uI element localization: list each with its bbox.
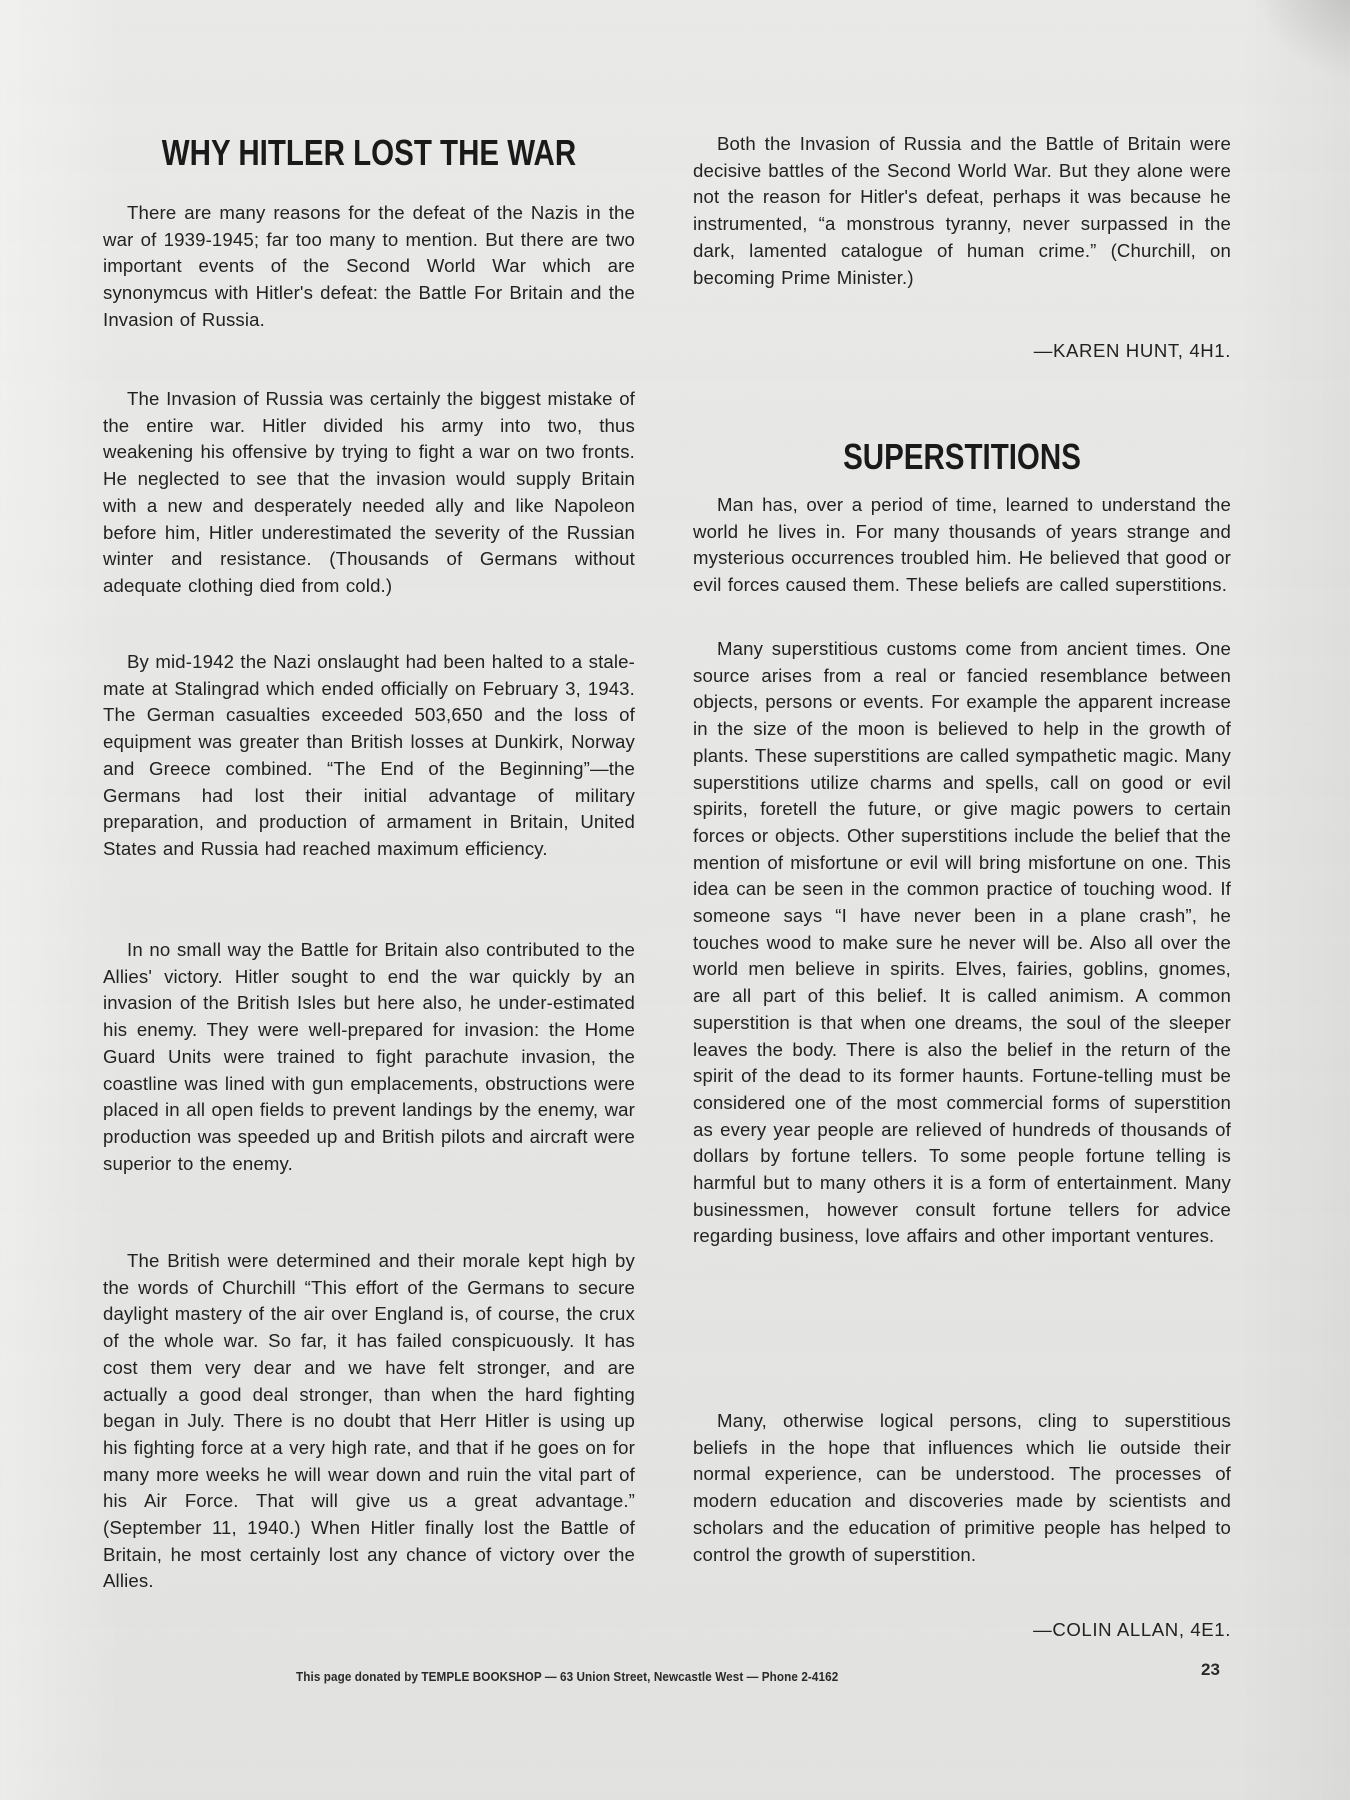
article-paragraph: The Invasion of Russia was certainly the biggest mistake of the entire war. Hitler divided his army into two, thus weakening his offensive by trying to fight a war on two fronts. He neglected to see that the invasion would supply Britain with a new and desperately needed ally and like Napoleon before him, Hitler underestimated the severity of the Russian winter and resistance. (Thousands of Germans without adequate clothing died from cold.): [103, 388, 635, 596]
article-paragraph: The British were determined and their morale kept high by the words of Churchill “This effort of the Germans to secure daylight mastery of the air over England is, of course, the crux of the whole war. So far, it has failed conspicuously. It has cost them very dear and we have felt stronger, and are actually a good deal stronger, than when the hard fighting began in July. There is no doubt that Herr Hitler is using up his fighting force at a very high rate, and that if he goes on for many more weeks he will wear down and ruin the vital part of his Air Force. That will give us a great advantage.” (September 11, 1940.) When Hitler finally lost the Battle of Britain, he most certainly lost any chance of victory over the Allies.: [103, 1250, 635, 1592]
article-title-superstitions: SUPERSTITIONS: [843, 436, 1081, 477]
article-title-hitler: WHY HITLER LOST THE WAR: [161, 132, 577, 173]
page-number: 23: [1201, 1660, 1220, 1679]
article-byline-karen-hunt: —KAREN HUNT, 4H1.: [1033, 340, 1231, 361]
article-paragraph: Both the Invasion of Russia and the Battle of Britain were decisive battles of the Second World War. But they alone were not the reason for Hitler's defeat, perhaps it was because he instrumented, “a monstrous tyranny, never surpassed in the dark, lamented catalogue of human crime.” (Churchill, on becoming Prime Minister.): [693, 133, 1231, 288]
article-paragraph: Many, otherwise logical persons, cling to superstitious beliefs in the hope that influences which lie outside their normal experience, can be understood. The processes of modern education and discoveries made by scientists and scholars and the education of primitive people has helped to control the growth of superstition.: [693, 1410, 1231, 1565]
donation-footer: This page donated by TEMPLE BOOKSHOP — 63 Union Street, Newcastle West — Phone 2-4162: [296, 1669, 839, 1684]
page-corner-shadow: [1211, 0, 1350, 92]
article-paragraph: By mid-1942 the Nazi onslaught had been halted to a stale-mate at Stalingrad which ended officially on February 3, 1943. The German casualties exceeded 503,650 and the loss of equipment was greater than British losses at Dunkirk, Norway and Greece combined. “The End of the Beginning”—the Germans had lost their initial advantage of military preparation, and production of armament in Britain, United States and Russia had reached maximum efficiency.: [103, 651, 635, 859]
article-paragraph: Man has, over a period of time, learned to understand the world he lives in. For many thousands of years strange and mysterious occurrences troubled him. He believed that good or evil forces caused them. These beliefs are called superstitions.: [693, 494, 1231, 596]
article-paragraph: Many superstitious customs come from ancient times. One source arises from a real or fancied resemblance between objects, persons or events. For example the apparent increase in the size of the moon is believed to help in the growth of plants. These superstitions are called sympathetic magic. Many superstitions utilize charms and spells, call on good or evil spirits, foretell the future, or give magic powers to certain forces or objects. Other superstitions include the belief that the mention of misfortune or evil will bring misfortune on one. This idea can be seen in the common practice of touching wood. If someone says “I have never been in a plane crash”, he touches wood to make sure he never will be. Also all over the world men believe in spirits. Elves, fairies, goblins, gnomes, are all part of this belief. It is called animism. A common superstition is that when one dreams, the soul of the sleeper leaves the body. There is also the belief in the return of the spirit of the dead to its former haunts. Fortune-telling must be considered one of the most commercial forms of superstition as every year people are relieved of hundreds of thousands of dollars by fortune tellers. To some people fortune telling is harmful but to many others it is a form of entertainment. Many businessmen, however consult fortune tellers for advice regarding business, love affairs and other important ventures.: [693, 638, 1231, 1247]
article-paragraph: In no small way the Battle for Britain also contributed to the Allies' victory. Hitler sought to end the war quickly by an invasion of the British Isles but here also, he under-estimated his enemy. They were well-prepared for invasion: the Home Guard Units were trained to fight parachute invasion, the coastline was lined with gun emplacements, obstructions were placed in all open fields to prevent landings by the enemy, war production was speeded up and British pilots and aircraft were superior to the enemy.: [103, 939, 635, 1174]
article-paragraph: There are many reasons for the defeat of the Nazis in the war of 1939-1945; far too many to mention. But there are two important events of the Second World War which are synonymcus with Hitler's defeat: the Battle For Britain and the Invasion of Russia.: [103, 202, 635, 330]
article-byline-colin-allan: —COLIN ALLAN, 4E1.: [1033, 1619, 1231, 1640]
